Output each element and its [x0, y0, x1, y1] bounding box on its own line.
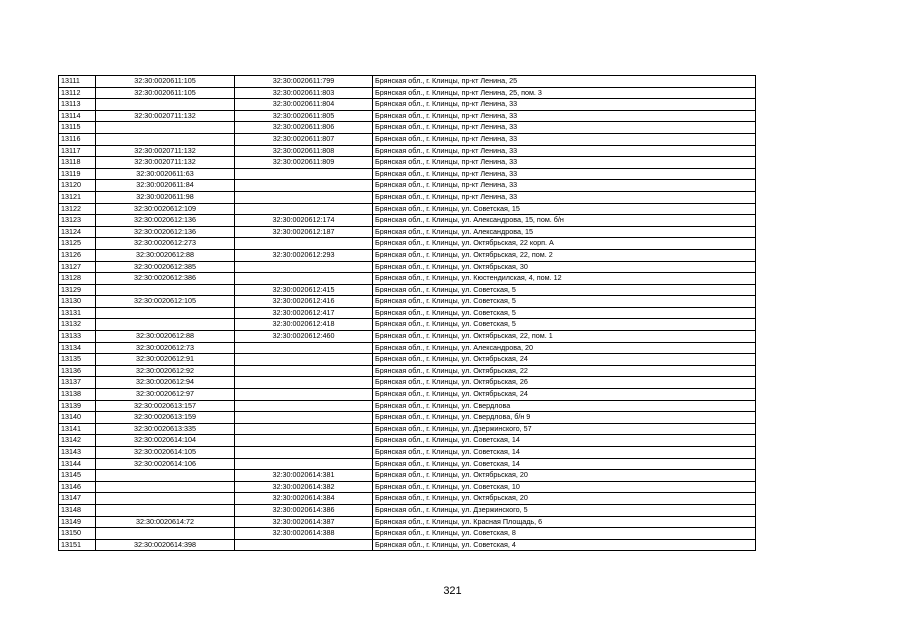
cadastral-number-cell: [235, 377, 373, 389]
parent-cadastral-cell: 32:30:0020612:73: [96, 342, 235, 354]
cadastral-number-cell: [235, 389, 373, 401]
cadastral-number-cell: 32:30:0020612:417: [235, 307, 373, 319]
row-number-cell: 13137: [59, 377, 96, 389]
row-number-cell: 13118: [59, 157, 96, 169]
parent-cadastral-cell: [96, 284, 235, 296]
row-number-cell: 13147: [59, 493, 96, 505]
parent-cadastral-cell: 32:30:0020612:88: [96, 331, 235, 343]
parent-cadastral-cell: 32:30:0020614:72: [96, 516, 235, 528]
address-cell: Брянская обл., г. Клинцы, пр-кт Ленина, 33: [373, 99, 756, 111]
cadastral-number-cell: 32:30:0020611:805: [235, 110, 373, 122]
cadastral-number-cell: 32:30:0020612:174: [235, 215, 373, 227]
table-row: [59, 354, 756, 366]
table-row: [59, 539, 756, 551]
row-number-cell: 13126: [59, 249, 96, 261]
parent-cadastral-cell: 32:30:0020611:105: [96, 76, 235, 88]
cadastral-number-cell: [235, 168, 373, 180]
address-cell: Брянская обл., г. Клинцы, ул. Красная Площадь, 6: [373, 516, 756, 528]
address-cell: Брянская обл., г. Клинцы, ул. Октябрьская, 30: [373, 261, 756, 273]
cadastral-number-cell: [235, 365, 373, 377]
table-row: [59, 319, 756, 331]
address-cell: Брянская обл., г. Клинцы, ул. Советская, 14: [373, 447, 756, 459]
cadastral-number-cell: 32:30:0020612:415: [235, 284, 373, 296]
address-cell: Брянская обл., г. Клинцы, ул. Свердлова, б/н 9: [373, 412, 756, 424]
address-cell: Брянская обл., г. Клинцы, ул. Советская, 5: [373, 296, 756, 308]
table-row: [59, 203, 756, 215]
cadastral-number-cell: 32:30:0020612:293: [235, 249, 373, 261]
row-number-cell: 13116: [59, 133, 96, 145]
cadastral-number-cell: [235, 191, 373, 203]
address-cell: Брянская обл., г. Клинцы, ул. Октябрьская, 20: [373, 493, 756, 505]
table-row: [59, 377, 756, 389]
table-row: [59, 122, 756, 134]
parent-cadastral-cell: 32:30:0020711:132: [96, 157, 235, 169]
parent-cadastral-cell: 32:30:0020612:88: [96, 249, 235, 261]
row-number-cell: 13140: [59, 412, 96, 424]
table-row: [59, 435, 756, 447]
row-number-cell: 13125: [59, 238, 96, 250]
cadastral-number-cell: 32:30:0020612:416: [235, 296, 373, 308]
table-row: [59, 528, 756, 540]
table-row: [59, 133, 756, 145]
row-number-cell: 13112: [59, 87, 96, 99]
cadastral-number-cell: 32:30:0020611:808: [235, 145, 373, 157]
row-number-cell: 13123: [59, 215, 96, 227]
row-number-cell: 13150: [59, 528, 96, 540]
cadastral-number-cell: [235, 458, 373, 470]
cadastral-number-cell: [235, 238, 373, 250]
table-row: [59, 365, 756, 377]
cadastral-number-cell: [235, 435, 373, 447]
row-number-cell: 13119: [59, 168, 96, 180]
cadastral-number-cell: [235, 261, 373, 273]
address-cell: Брянская обл., г. Клинцы, ул. Октябрьская, 20: [373, 470, 756, 482]
table-row: [59, 76, 756, 88]
cadastral-number-cell: [235, 180, 373, 192]
address-cell: Брянская обл., г. Клинцы, пр-кт Ленина, 33: [373, 180, 756, 192]
address-cell: Брянская обл., г. Клинцы, ул. Советская, 15: [373, 203, 756, 215]
parent-cadastral-cell: 32:30:0020613:159: [96, 412, 235, 424]
parent-cadastral-cell: [96, 99, 235, 111]
cadastral-number-cell: 32:30:0020611:803: [235, 87, 373, 99]
address-cell: Брянская обл., г. Клинцы, пр-кт Ленина, 33: [373, 133, 756, 145]
cadastral-number-cell: 32:30:0020614:388: [235, 528, 373, 540]
table-row: [59, 296, 756, 308]
cadastral-number-cell: [235, 354, 373, 366]
cadastral-number-cell: 32:30:0020614:384: [235, 493, 373, 505]
cadastral-number-cell: 32:30:0020611:799: [235, 76, 373, 88]
row-number-cell: 13114: [59, 110, 96, 122]
row-number-cell: 13128: [59, 273, 96, 285]
row-number-cell: 13122: [59, 203, 96, 215]
table-row: [59, 389, 756, 401]
row-number-cell: 13130: [59, 296, 96, 308]
address-cell: Брянская обл., г. Клинцы, пр-кт Ленина, 25: [373, 76, 756, 88]
table-row: [59, 261, 756, 273]
address-cell: Брянская обл., г. Клинцы, пр-кт Ленина, 33: [373, 122, 756, 134]
table-row: [59, 481, 756, 493]
cadastral-number-cell: 32:30:0020612:187: [235, 226, 373, 238]
table-row: [59, 331, 756, 343]
cadastral-number-cell: 32:30:0020614:386: [235, 504, 373, 516]
address-cell: Брянская обл., г. Клинцы, ул. Советская, 5: [373, 284, 756, 296]
parent-cadastral-cell: 32:30:0020612:91: [96, 354, 235, 366]
cadastral-number-cell: 32:30:0020614:387: [235, 516, 373, 528]
cadastral-number-cell: 32:30:0020611:804: [235, 99, 373, 111]
table-row: [59, 99, 756, 111]
row-number-cell: 13149: [59, 516, 96, 528]
address-cell: Брянская обл., г. Клинцы, ул. Александрова, 15, пом. б/н: [373, 215, 756, 227]
row-number-cell: 13133: [59, 331, 96, 343]
row-number-cell: 13145: [59, 470, 96, 482]
table-row: [59, 238, 756, 250]
cadastral-number-cell: 32:30:0020614:382: [235, 481, 373, 493]
address-cell: Брянская обл., г. Клинцы, ул. Советская, 14: [373, 458, 756, 470]
parent-cadastral-cell: 32:30:0020612:97: [96, 389, 235, 401]
table-row: [59, 447, 756, 459]
address-cell: Брянская обл., г. Клинцы, пр-кт Ленина, 33: [373, 191, 756, 203]
address-cell: Брянская обл., г. Клинцы, ул. Советская, 5: [373, 319, 756, 331]
table-row: [59, 191, 756, 203]
row-number-cell: 13131: [59, 307, 96, 319]
address-cell: Брянская обл., г. Клинцы, пр-кт Ленина, 33: [373, 110, 756, 122]
cadastral-number-cell: [235, 400, 373, 412]
table-row: [59, 226, 756, 238]
parent-cadastral-cell: 32:30:0020711:132: [96, 145, 235, 157]
row-number-cell: 13151: [59, 539, 96, 551]
parent-cadastral-cell: 32:30:0020614:105: [96, 447, 235, 459]
table-row: [59, 249, 756, 261]
parent-cadastral-cell: 32:30:0020711:132: [96, 110, 235, 122]
row-number-cell: 13142: [59, 435, 96, 447]
table-row: [59, 157, 756, 169]
parent-cadastral-cell: 32:30:0020614:104: [96, 435, 235, 447]
row-number-cell: 13115: [59, 122, 96, 134]
table-row: [59, 516, 756, 528]
registry-table: [58, 75, 756, 551]
address-cell: Брянская обл., г. Клинцы, пр-кт Ленина, 25, пом. 3: [373, 87, 756, 99]
parent-cadastral-cell: 32:30:0020611:63: [96, 168, 235, 180]
parent-cadastral-cell: 32:30:0020612:109: [96, 203, 235, 215]
cadastral-number-cell: [235, 342, 373, 354]
parent-cadastral-cell: 32:30:0020612:94: [96, 377, 235, 389]
address-cell: Брянская обл., г. Клинцы, ул. Октябрьская, 26: [373, 377, 756, 389]
address-cell: Брянская обл., г. Клинцы, ул. Октябрьская, 24: [373, 354, 756, 366]
cadastral-number-cell: [235, 539, 373, 551]
row-number-cell: 13117: [59, 145, 96, 157]
parent-cadastral-cell: 32:30:0020612:385: [96, 261, 235, 273]
row-number-cell: 13139: [59, 400, 96, 412]
address-cell: Брянская обл., г. Клинцы, ул. Александрова, 20: [373, 342, 756, 354]
parent-cadastral-cell: 32:30:0020612:386: [96, 273, 235, 285]
row-number-cell: 13111: [59, 76, 96, 88]
address-cell: Брянская обл., г. Клинцы, ул. Советская, 10: [373, 481, 756, 493]
row-number-cell: 13141: [59, 423, 96, 435]
parent-cadastral-cell: 32:30:0020612:136: [96, 215, 235, 227]
address-cell: Брянская обл., г. Клинцы, ул. Свердлова: [373, 400, 756, 412]
cadastral-number-cell: 32:30:0020611:807: [235, 133, 373, 145]
row-number-cell: 13113: [59, 99, 96, 111]
cadastral-number-cell: [235, 412, 373, 424]
address-cell: Брянская обл., г. Клинцы, ул. Октябрьская, 22 корп. А: [373, 238, 756, 250]
parent-cadastral-cell: [96, 122, 235, 134]
table-row: [59, 110, 756, 122]
table-row: [59, 145, 756, 157]
row-number-cell: 13136: [59, 365, 96, 377]
address-cell: Брянская обл., г. Клинцы, ул. Советская, 14: [373, 435, 756, 447]
parent-cadastral-cell: 32:30:0020612:136: [96, 226, 235, 238]
row-number-cell: 13144: [59, 458, 96, 470]
parent-cadastral-cell: 32:30:0020613:335: [96, 423, 235, 435]
cadastral-number-cell: 32:30:0020612:418: [235, 319, 373, 331]
table-row: [59, 504, 756, 516]
cadastral-number-cell: 32:30:0020614:381: [235, 470, 373, 482]
address-cell: Брянская обл., г. Клинцы, ул. Советская, 5: [373, 307, 756, 319]
address-cell: Брянская обл., г. Клинцы, ул. Дзержинского, 5: [373, 504, 756, 516]
table-row: [59, 273, 756, 285]
parent-cadastral-cell: [96, 481, 235, 493]
parent-cadastral-cell: 32:30:0020612:273: [96, 238, 235, 250]
cadastral-number-cell: [235, 273, 373, 285]
row-number-cell: 13121: [59, 191, 96, 203]
table-row: [59, 423, 756, 435]
address-cell: Брянская обл., г. Клинцы, ул. Октябрьская, 22, пом. 2: [373, 249, 756, 261]
table-row: [59, 458, 756, 470]
cadastral-number-cell: 32:30:0020612:460: [235, 331, 373, 343]
cadastral-number-cell: 32:30:0020611:809: [235, 157, 373, 169]
cadastral-number-cell: [235, 423, 373, 435]
address-cell: Брянская обл., г. Клинцы, ул. Советская, 8: [373, 528, 756, 540]
table-row: [59, 342, 756, 354]
address-cell: Брянская обл., г. Клинцы, ул. Дзержинского, 57: [373, 423, 756, 435]
parent-cadastral-cell: [96, 319, 235, 331]
address-cell: Брянская обл., г. Клинцы, ул. Советская, 4: [373, 539, 756, 551]
parent-cadastral-cell: 32:30:0020612:92: [96, 365, 235, 377]
parent-cadastral-cell: 32:30:0020614:398: [96, 539, 235, 551]
row-number-cell: 13135: [59, 354, 96, 366]
registry-table-container: [58, 75, 756, 551]
table-row: [59, 215, 756, 227]
parent-cadastral-cell: [96, 133, 235, 145]
parent-cadastral-cell: [96, 493, 235, 505]
parent-cadastral-cell: 32:30:0020614:106: [96, 458, 235, 470]
parent-cadastral-cell: [96, 470, 235, 482]
address-cell: Брянская обл., г. Клинцы, пр-кт Ленина, 33: [373, 145, 756, 157]
address-cell: Брянская обл., г. Клинцы, пр-кт Ленина, 33: [373, 168, 756, 180]
page-number: 321: [443, 585, 462, 597]
row-number-cell: 13124: [59, 226, 96, 238]
parent-cadastral-cell: 32:30:0020611:98: [96, 191, 235, 203]
address-cell: Брянская обл., г. Клинцы, ул. Октябрьская, 24: [373, 389, 756, 401]
table-row: [59, 412, 756, 424]
parent-cadastral-cell: [96, 307, 235, 319]
cadastral-number-cell: [235, 447, 373, 459]
row-number-cell: 13143: [59, 447, 96, 459]
cadastral-number-cell: 32:30:0020611:806: [235, 122, 373, 134]
row-number-cell: 13120: [59, 180, 96, 192]
address-cell: Брянская обл., г. Клинцы, ул. Кюстендилская, 4, пом. 12: [373, 273, 756, 285]
table-row: [59, 168, 756, 180]
table-row: [59, 470, 756, 482]
row-number-cell: 13127: [59, 261, 96, 273]
row-number-cell: 13146: [59, 481, 96, 493]
cadastral-number-cell: [235, 203, 373, 215]
parent-cadastral-cell: 32:30:0020611:84: [96, 180, 235, 192]
row-number-cell: 13134: [59, 342, 96, 354]
address-cell: Брянская обл., г. Клинцы, ул. Октябрьская, 22, пом. 1: [373, 331, 756, 343]
table-row: [59, 493, 756, 505]
address-cell: Брянская обл., г. Клинцы, ул. Александрова, 15: [373, 226, 756, 238]
row-number-cell: 13148: [59, 504, 96, 516]
table-row: [59, 180, 756, 192]
address-cell: Брянская обл., г. Клинцы, пр-кт Ленина, 33: [373, 157, 756, 169]
table-row: [59, 400, 756, 412]
parent-cadastral-cell: [96, 528, 235, 540]
table-row: [59, 307, 756, 319]
address-cell: Брянская обл., г. Клинцы, ул. Октябрьская, 22: [373, 365, 756, 377]
parent-cadastral-cell: [96, 504, 235, 516]
row-number-cell: 13138: [59, 389, 96, 401]
parent-cadastral-cell: 32:30:0020613:157: [96, 400, 235, 412]
row-number-cell: 13132: [59, 319, 96, 331]
parent-cadastral-cell: 32:30:0020612:105: [96, 296, 235, 308]
row-number-cell: 13129: [59, 284, 96, 296]
parent-cadastral-cell: 32:30:0020611:105: [96, 87, 235, 99]
table-row: [59, 87, 756, 99]
registry-table-body: [59, 76, 756, 551]
table-row: [59, 284, 756, 296]
